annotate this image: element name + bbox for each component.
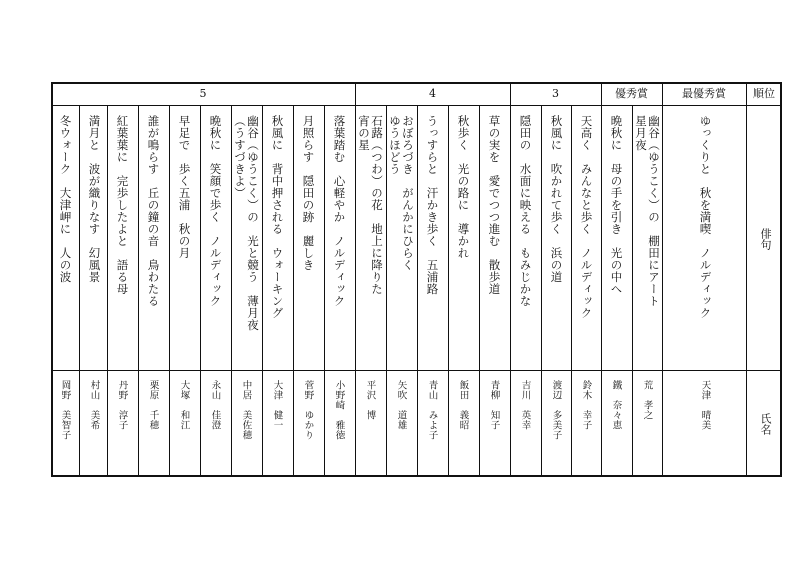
haiku-line: 晩秋に 母の手を引き 光の中へ	[609, 115, 624, 295]
rank-header: 順位	[753, 87, 775, 100]
score-3-header: 3	[552, 87, 559, 100]
author-name: 菅野 ゆかり	[302, 380, 314, 440]
haiku-line: 幽谷（ゆうこく）の 光と競う 薄月夜	[246, 115, 260, 331]
haiku-line: 秋風に 背中押される ウォーキング	[270, 115, 285, 319]
haiku-entry	[479, 115, 509, 365]
author-name: 大塚 和江	[178, 380, 190, 430]
haiku-row-label: 俳句	[759, 228, 772, 250]
haiku-entry	[571, 115, 601, 365]
author-name: 鐵 奈々恵	[610, 380, 622, 430]
haiku-entry	[355, 115, 385, 365]
haiku-entry	[386, 115, 416, 365]
author-name: 中居 美佐穂	[240, 380, 252, 440]
haiku-line: 落葉踏む 心軽やか ノルディック	[332, 115, 347, 307]
haiku-line: 隠田の 水面に映える もみじかな	[518, 115, 533, 307]
author-name: 鈴木 幸子	[580, 380, 592, 430]
score-5-header: 5	[199, 87, 207, 100]
haiku-line: 冬ウォーク 大津岬に 人の波	[58, 115, 73, 283]
author-name: 青山 みよ子	[426, 380, 438, 440]
author-name: 矢吹 道雄	[395, 380, 407, 430]
haiku-entry	[262, 115, 292, 365]
haiku-entry	[79, 115, 109, 365]
haiku-entry	[107, 115, 137, 365]
haiku-line: 秋風に 吹かれて歩く 浜の道	[549, 115, 564, 283]
haiku-entry	[293, 115, 323, 365]
haiku-entry	[231, 115, 261, 365]
haiku-line: おぼろづき がんかにひらく	[401, 115, 415, 271]
author-name: 天津 晴美	[699, 380, 711, 430]
haiku-entry	[448, 115, 478, 365]
haiku-line: 幽谷（ゆうこく）の 棚田にアート	[647, 115, 661, 307]
author-name: 平沢 博	[364, 380, 376, 420]
author-name: 飯田 義昭	[457, 380, 469, 430]
haiku-line: 宵の星	[357, 115, 371, 151]
author-name: 栗原 千穂	[147, 380, 159, 430]
author-name: 荒 孝之	[641, 380, 653, 420]
author-name: 小野崎 雅徳	[333, 380, 345, 440]
grand-prize-header: 最優秀賞	[682, 87, 726, 100]
haiku-line: 石蕗（つわ）の花 地上に降りた	[370, 115, 384, 295]
author-name: 村山 美希	[88, 380, 100, 430]
haiku-line: 誰が鳴らす 丘の鐘の音 鳥わたる	[146, 115, 161, 307]
haiku-line: （うすづきよ）	[233, 115, 247, 199]
haiku-line: 秋歩く 光の路に 導かれ	[456, 115, 471, 259]
haiku-entry	[200, 115, 230, 365]
author-name: 大津 健一	[271, 380, 283, 430]
haiku-entry	[541, 115, 571, 365]
haiku-entry	[417, 115, 447, 365]
haiku-entry	[51, 115, 79, 365]
haiku-line: 天高く みんなと歩く ノルディック	[579, 115, 594, 319]
haiku-entry	[601, 115, 631, 365]
score-4-header: 4	[429, 87, 436, 100]
author-name: 永山 佳澄	[209, 380, 221, 430]
haiku-line: 星月夜	[634, 115, 648, 151]
haiku-line: 月照らす 隠田の跡 麗しき	[301, 115, 316, 271]
rank-column-divider	[746, 82, 747, 477]
author-name: 丹野 淳子	[116, 380, 128, 430]
haiku-entry	[632, 115, 662, 365]
haiku-entry	[675, 115, 735, 365]
author-name: 岡野 美智子	[59, 380, 71, 440]
grand-prize-divider	[662, 82, 663, 477]
name-row-label: 氏名	[759, 413, 772, 435]
haiku-entry	[324, 115, 354, 365]
haiku-entry	[138, 115, 168, 365]
haiku-line: 紅葉葉に 完歩したよと 語る母	[115, 115, 130, 295]
prize-header: 優秀賞	[615, 87, 648, 100]
haiku-line: 草の実を 愛でつつ進む 散歩道	[487, 115, 502, 295]
author-name: 青柳 知子	[488, 380, 500, 430]
haiku-line: ゆっくりと 秋を満喫 ノルディック	[698, 115, 713, 319]
haiku-line: ゆうほどう	[388, 115, 402, 175]
author-name: 渡辺 多美子	[550, 380, 562, 440]
haiku-line: うっすらと 汗かき歩く 五浦路	[425, 115, 440, 295]
author-name: 吉川 英幸	[519, 380, 531, 430]
haiku-line: 晩秋に 笑顔で歩く ノルディック	[208, 115, 223, 307]
haiku-line: 早足で 歩く五浦 秋の月	[177, 115, 192, 259]
haiku-entry	[510, 115, 540, 365]
haiku-entry	[169, 115, 199, 365]
haiku-line: 満月と 波が織りなす 幻風景	[87, 115, 102, 283]
